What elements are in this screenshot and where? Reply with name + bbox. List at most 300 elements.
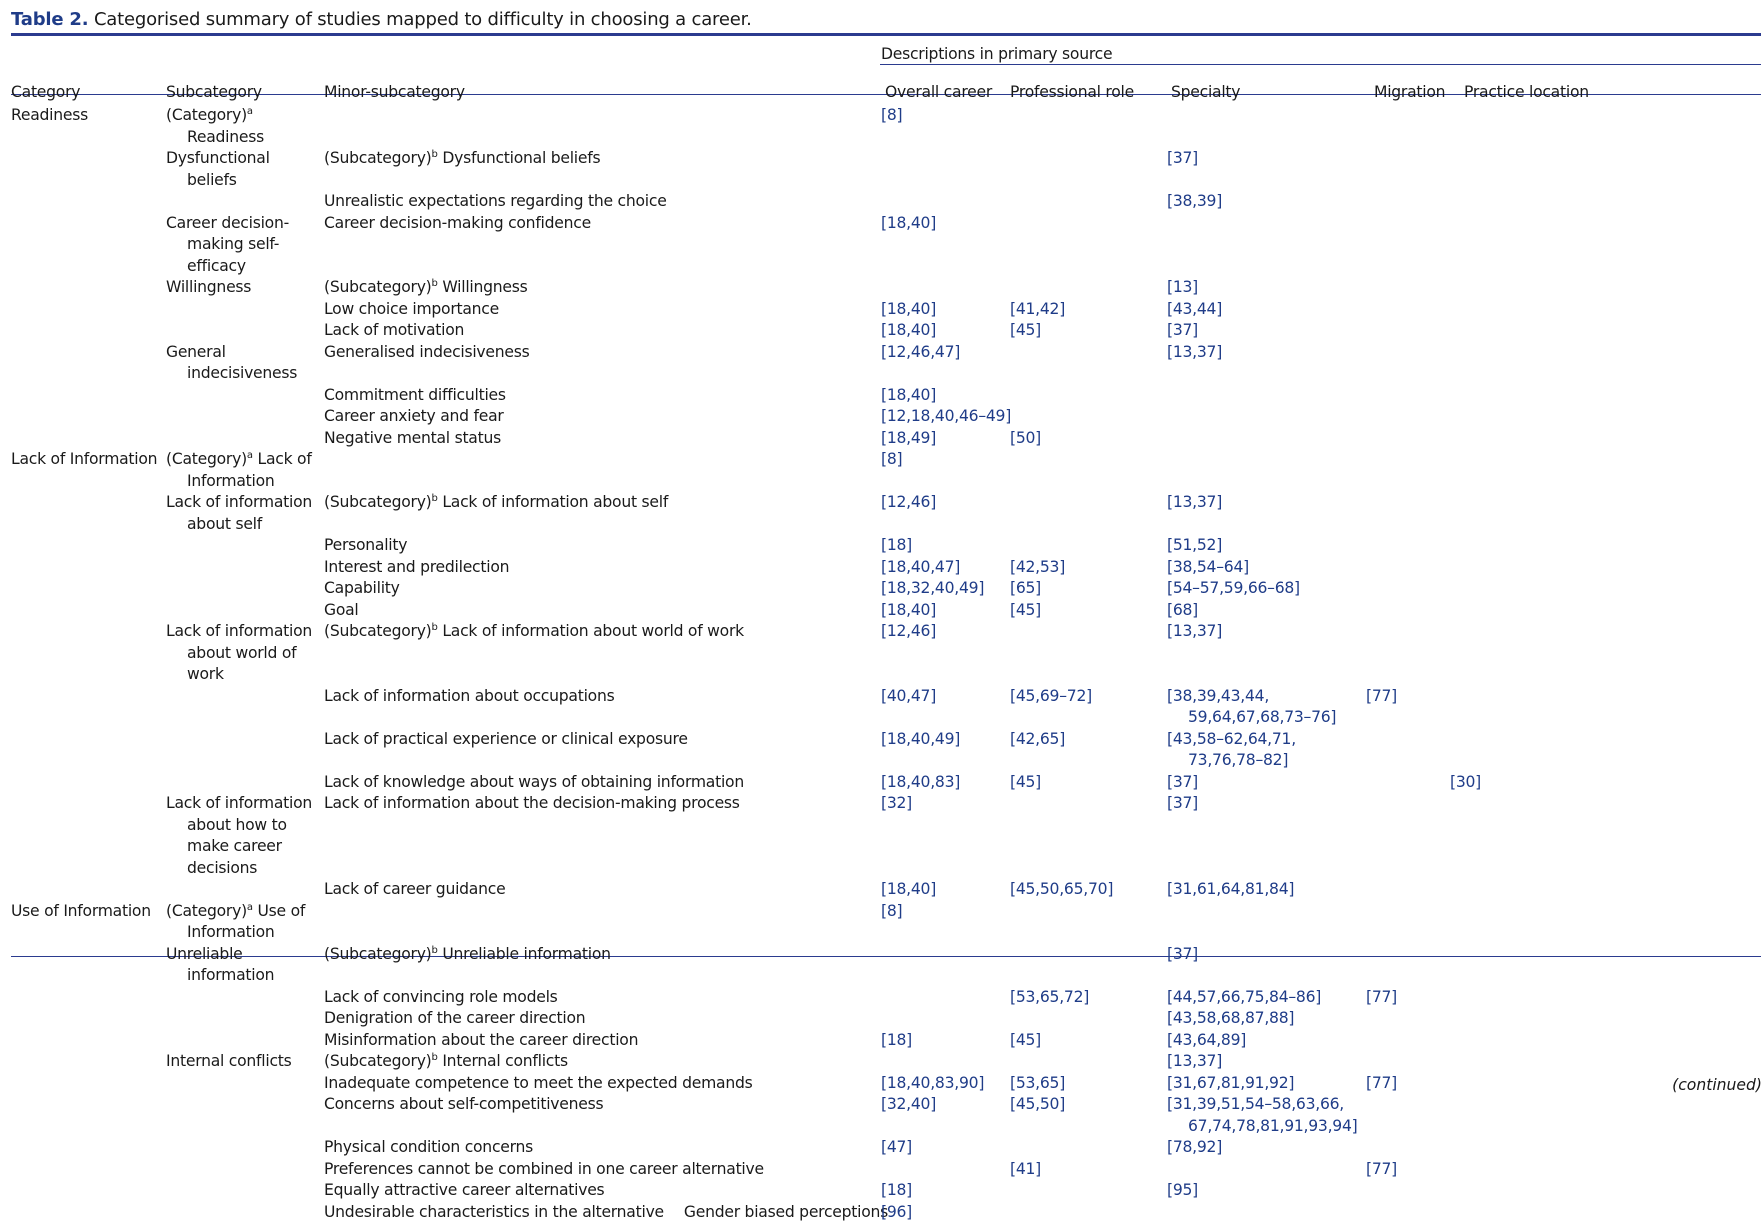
table-row (11, 213, 1761, 278)
citation-overall: [18,40] (881, 601, 936, 619)
cell-category (11, 535, 166, 557)
cell-category (11, 385, 166, 407)
cell-specialty (1167, 1094, 1366, 1137)
cell-category (11, 901, 166, 944)
cell-minor-subcategory (324, 793, 881, 879)
cell-subcategory (166, 1094, 324, 1137)
cell-overall-career (881, 148, 1010, 191)
cell-subcategory (166, 277, 324, 299)
cell-minor-subcategory (324, 600, 881, 622)
cell-minor-subcategory (324, 1159, 881, 1181)
cell-migration (1366, 213, 1450, 278)
citation-specialty: [31,67,81,91,92] (1167, 1074, 1294, 1092)
citation-overall: [18,40,83,90] (881, 1074, 984, 1092)
citation-overall: [18,49] (881, 429, 936, 447)
cell-overall-career (881, 449, 1010, 492)
cell-overall-career (881, 686, 1010, 729)
summary-table (11, 43, 1761, 1223)
cell-subcategory (166, 793, 324, 879)
subcategory-text: Use of Information (187, 902, 305, 942)
minor-text: Preferences cannot be combined in one career alternative (324, 1160, 764, 1178)
citation-specialty: [13] (1167, 278, 1198, 296)
citation-specialty: [13,37] (1167, 493, 1222, 511)
cell-subcategory (166, 342, 324, 385)
citation-role: [53,65,72] (1010, 988, 1089, 1006)
cell-migration (1366, 535, 1450, 557)
cell-minor-subcategory (324, 987, 881, 1009)
citation-migration: [77] (1366, 1074, 1397, 1092)
cell-migration (1366, 1202, 1450, 1223)
cell-specialty (1167, 1051, 1366, 1073)
cell-specialty (1167, 1202, 1366, 1223)
subcategory-text: (Category) (166, 450, 247, 468)
footnote-marker: b (432, 1052, 438, 1063)
cell-specialty (1167, 428, 1366, 450)
citation-specialty: [38,54–64] (1167, 558, 1249, 576)
cell-category (11, 342, 166, 385)
table-row (11, 987, 1761, 1009)
cell-minor-subcategory (324, 1137, 881, 1159)
cell-minor-subcategory (324, 1094, 881, 1137)
cell-subcategory (166, 1159, 324, 1181)
cell-specialty (1167, 600, 1366, 622)
cell-category (11, 879, 166, 901)
cell-professional-role (1010, 299, 1167, 321)
cell-minor-subcategory (324, 944, 881, 987)
citation-overall: [32] (881, 794, 912, 812)
cell-professional-role (1010, 277, 1167, 299)
cell-minor-subcategory (324, 148, 881, 191)
cell-practice-location (1450, 320, 1761, 342)
citation-specialty: [44,57,66,75,84–86] (1167, 988, 1321, 1006)
footnote-marker: b (432, 493, 438, 504)
table-row (11, 428, 1761, 450)
citation-role: [45,50] (1010, 1095, 1065, 1113)
minor-text: Willingness (438, 278, 528, 296)
table-label: Table 2. (11, 9, 88, 30)
citation-overall: [47] (881, 1138, 912, 1156)
cell-specialty (1167, 148, 1366, 191)
cell-overall-career (881, 1180, 1010, 1202)
cell-category (11, 686, 166, 729)
cell-overall-career (881, 729, 1010, 772)
cell-practice-location (1450, 793, 1761, 879)
cell-migration (1366, 557, 1450, 579)
cell-category (11, 1008, 166, 1030)
cell-subcategory (166, 320, 324, 342)
cell-practice-location (1450, 385, 1761, 407)
cell-specialty (1167, 729, 1366, 772)
citation-role: [45,69–72] (1010, 687, 1092, 705)
cell-migration (1366, 1030, 1450, 1052)
minor-text: Denigration of the career direction (324, 1009, 585, 1027)
cell-practice-location (1450, 686, 1761, 729)
cell-subcategory (166, 1137, 324, 1159)
subcategory-text: General indecisiveness (166, 343, 297, 383)
citation-overall: [18] (881, 1031, 912, 1049)
cell-migration (1366, 105, 1450, 148)
minor-text: (Subcategory) (324, 945, 432, 963)
minor-text: Lack of knowledge about ways of obtaining information (324, 773, 744, 791)
cell-specialty (1167, 557, 1366, 579)
cell-overall-career (881, 320, 1010, 342)
subcategory-text: (Category) (166, 106, 247, 124)
citation-role: [65] (1010, 579, 1041, 597)
cell-specialty (1167, 621, 1366, 686)
cell-overall-career (881, 1202, 1010, 1223)
cell-subcategory (166, 428, 324, 450)
cell-subcategory (166, 299, 324, 321)
table-row (11, 686, 1761, 729)
minor-text: Personality (324, 536, 407, 554)
cell-overall-career (881, 342, 1010, 385)
table-row (11, 105, 1761, 148)
cell-professional-role (1010, 1008, 1167, 1030)
minor-text: Physical condition concerns (324, 1138, 533, 1156)
minor-text: Capability (324, 579, 400, 597)
citation-overall: [18,40] (881, 321, 936, 339)
minor-text: Interest and predilection (324, 558, 509, 576)
table-row (11, 1051, 1761, 1073)
cell-practice-location (1450, 1137, 1761, 1159)
minor-text: Commitment difficulties (324, 386, 506, 404)
cell-category (11, 557, 166, 579)
cell-migration (1366, 299, 1450, 321)
cell-practice-location (1450, 901, 1761, 944)
cell-overall-career (881, 1159, 1010, 1181)
citation-specialty: [37] (1167, 149, 1198, 167)
cell-category (11, 1159, 166, 1181)
citation-specialty: [43,64,89] (1167, 1031, 1246, 1049)
cell-migration (1366, 428, 1450, 450)
table-row (11, 299, 1761, 321)
cell-overall-career (881, 772, 1010, 794)
citation-specialty: [37] (1167, 945, 1198, 963)
cell-specialty (1167, 406, 1366, 428)
cell-migration (1366, 1137, 1450, 1159)
subcategory-text: Lack of information about world of work (166, 622, 312, 683)
cell-professional-role (1010, 879, 1167, 901)
cell-migration (1366, 729, 1450, 772)
cell-category (11, 1051, 166, 1073)
cell-minor-subcategory (324, 879, 881, 901)
footnote-marker: a (247, 106, 253, 117)
cell-professional-role (1010, 621, 1167, 686)
cell-minor-subcategory (324, 492, 881, 535)
citation-location: [30] (1450, 773, 1481, 791)
cell-overall-career (881, 944, 1010, 987)
minor-text: Inadequate competence to meet the expected demands (324, 1074, 752, 1092)
cell-minor-subcategory (324, 428, 881, 450)
cell-migration (1366, 600, 1450, 622)
cell-minor-subcategory (324, 320, 881, 342)
cell-migration (1366, 277, 1450, 299)
cell-minor-subcategory (324, 1073, 881, 1095)
header-migration: Migration (1366, 65, 1450, 105)
table-row (11, 449, 1761, 492)
cell-professional-role (1010, 342, 1167, 385)
citation-specialty: [37] (1167, 794, 1198, 812)
citation-role: [45] (1010, 601, 1041, 619)
cell-category (11, 621, 166, 686)
table-body (11, 105, 1761, 1223)
cell-professional-role (1010, 1180, 1167, 1202)
cell-practice-location (1450, 213, 1761, 278)
cell-overall-career (881, 578, 1010, 600)
minor-text: Career decision-making confidence (324, 214, 591, 232)
citation-specialty: [38,39,43,44, 59,64,67,68,73–76] (1167, 687, 1336, 727)
cell-minor-subcategory (324, 621, 881, 686)
cell-overall-career (881, 879, 1010, 901)
cell-practice-location (1450, 944, 1761, 987)
cell-specialty (1167, 105, 1366, 148)
cell-subcategory (166, 492, 324, 535)
citation-migration: [77] (1366, 687, 1397, 705)
cell-practice-location (1450, 772, 1761, 794)
cell-subcategory (166, 191, 324, 213)
table-row (11, 492, 1761, 535)
cell-specialty (1167, 277, 1366, 299)
minor-text: (Subcategory) (324, 493, 432, 511)
cell-category (11, 944, 166, 987)
cell-professional-role (1010, 944, 1167, 987)
cell-overall-career (881, 492, 1010, 535)
cell-professional-role (1010, 535, 1167, 557)
table-row (11, 621, 1761, 686)
cell-migration (1366, 492, 1450, 535)
citation-role: [53,65] (1010, 1074, 1065, 1092)
cell-subcategory (166, 901, 324, 944)
cell-overall-career (881, 1008, 1010, 1030)
cell-professional-role (1010, 406, 1167, 428)
subcategory-text: Lack of information about how to make career decisions (166, 794, 312, 877)
cell-subcategory (166, 535, 324, 557)
cell-overall-career (881, 535, 1010, 557)
cell-professional-role (1010, 428, 1167, 450)
cell-minor-subcategory (324, 213, 881, 278)
cell-specialty (1167, 191, 1366, 213)
footnote-marker: b (432, 945, 438, 956)
citation-overall: [18,40,49] (881, 730, 960, 748)
table-row (11, 793, 1761, 879)
citation-overall: [12,46,47] (881, 343, 960, 361)
cell-professional-role (1010, 1159, 1167, 1181)
cell-minor-subcategory (324, 277, 881, 299)
minor-text: Lack of motivation (324, 321, 464, 339)
header-practice-location: Practice location (1450, 65, 1761, 105)
cell-specialty (1167, 342, 1366, 385)
subcategory-text: Career decision-making self-efficacy (166, 214, 289, 275)
cell-subcategory (166, 621, 324, 686)
citation-specialty: [51,52] (1167, 536, 1222, 554)
cell-subcategory (166, 879, 324, 901)
table-row (11, 191, 1761, 213)
minor-text: Concerns about self-competitiveness (324, 1095, 603, 1113)
top-rule (11, 33, 1761, 36)
minor-text: Career anxiety and fear (324, 407, 504, 425)
cell-category (11, 213, 166, 278)
cell-professional-role (1010, 1051, 1167, 1073)
header-group-descriptions: Descriptions in primary source (881, 43, 1761, 65)
cell-category (11, 600, 166, 622)
cell-migration (1366, 385, 1450, 407)
cell-minor-subcategory (324, 1180, 881, 1202)
minor-text: Lack of information about self (438, 493, 668, 511)
cell-category (11, 320, 166, 342)
table-row (11, 901, 1761, 944)
citation-role: [45,50,65,70] (1010, 880, 1113, 898)
cell-subcategory (166, 1202, 324, 1223)
cell-professional-role (1010, 578, 1167, 600)
cell-professional-role (1010, 729, 1167, 772)
cell-overall-career (881, 385, 1010, 407)
cell-practice-location (1450, 535, 1761, 557)
cell-practice-location (1450, 277, 1761, 299)
table-row (11, 557, 1761, 579)
cell-category (11, 729, 166, 772)
table-caption (11, 8, 752, 32)
cell-migration (1366, 578, 1450, 600)
cell-subcategory (166, 213, 324, 278)
table-row (11, 600, 1761, 622)
table-row (11, 944, 1761, 987)
cell-category (11, 449, 166, 492)
table-row (11, 729, 1761, 772)
cell-overall-career (881, 793, 1010, 879)
header-subcategory: Subcategory (166, 65, 324, 105)
cell-specialty (1167, 944, 1366, 987)
minor-text: Unreliable information (438, 945, 611, 963)
cell-professional-role (1010, 600, 1167, 622)
cell-subcategory (166, 729, 324, 772)
citation-specialty: [13,37] (1167, 1052, 1222, 1070)
cell-practice-location (1450, 987, 1761, 1009)
cell-minor-subcategory (324, 1030, 881, 1052)
header-category: Category (11, 65, 166, 105)
cell-professional-role (1010, 686, 1167, 729)
citation-role: [41] (1010, 1160, 1041, 1178)
minor-text: Lack of practical experience or clinical exposure (324, 730, 688, 748)
cell-professional-role (1010, 1073, 1167, 1095)
citation-specialty: [54–57,59,66–68] (1167, 579, 1300, 597)
cell-practice-location (1450, 1030, 1761, 1052)
subcategory-text: Unreliable information (166, 945, 274, 985)
cell-practice-location (1450, 1202, 1761, 1223)
cell-category (11, 793, 166, 879)
table-row (11, 879, 1761, 901)
cell-subcategory (166, 987, 324, 1009)
minor-text: Low choice importance (324, 300, 499, 318)
cell-minor-subcategory (324, 1202, 881, 1223)
category-text: Readiness (11, 106, 88, 124)
minor-text: Generalised indecisiveness (324, 343, 529, 361)
footnote-marker: a (247, 902, 253, 913)
category-text: Use of Information (11, 902, 151, 920)
cell-migration (1366, 449, 1450, 492)
cell-migration (1366, 944, 1450, 987)
cell-specialty (1167, 1030, 1366, 1052)
table-row (11, 320, 1761, 342)
cell-professional-role (1010, 901, 1167, 944)
citation-specialty: [68] (1167, 601, 1198, 619)
cell-practice-location (1450, 492, 1761, 535)
cell-overall-career (881, 901, 1010, 944)
cell-subcategory (166, 1008, 324, 1030)
minor-text: Lack of information about world of work (438, 622, 744, 640)
cell-practice-location (1450, 428, 1761, 450)
cell-minor-subcategory (324, 191, 881, 213)
citation-specialty: [43,58,68,87,88] (1167, 1009, 1294, 1027)
cell-category (11, 1030, 166, 1052)
cell-minor-subcategory (324, 686, 881, 729)
subcategory-text: Lack of information about self (166, 493, 312, 533)
cell-practice-location (1450, 342, 1761, 385)
citation-overall: [18] (881, 1181, 912, 1199)
cell-category (11, 105, 166, 148)
citation-role: [42,65] (1010, 730, 1065, 748)
cell-specialty (1167, 492, 1366, 535)
cell-professional-role (1010, 1137, 1167, 1159)
cell-professional-role (1010, 191, 1167, 213)
cell-minor-subcategory (324, 342, 881, 385)
citation-specialty: [43,44] (1167, 300, 1222, 318)
header-specialty: Specialty (1167, 65, 1366, 105)
citation-overall: [18,40] (881, 880, 936, 898)
cell-practice-location (1450, 191, 1761, 213)
cell-migration (1366, 879, 1450, 901)
minor-text: Dysfunctional beliefs (438, 149, 601, 167)
cell-practice-location (1450, 600, 1761, 622)
cell-migration (1366, 793, 1450, 879)
citation-overall: [8] (881, 902, 902, 920)
category-text: Lack of Information (11, 450, 157, 468)
cell-professional-role (1010, 148, 1167, 191)
cell-category (11, 299, 166, 321)
cell-professional-role (1010, 449, 1167, 492)
citation-specialty: [43,58–62,64,71, 73,76,78–82] (1167, 730, 1296, 770)
cell-migration (1366, 686, 1450, 729)
citation-overall: [18,40] (881, 300, 936, 318)
table-row (11, 1073, 1761, 1095)
cell-subcategory (166, 1180, 324, 1202)
citation-overall: [96] (881, 1203, 912, 1221)
cell-migration (1366, 1008, 1450, 1030)
cell-overall-career (881, 987, 1010, 1009)
subcategory-text: Dysfunctional beliefs (166, 149, 270, 189)
cell-specialty (1167, 1159, 1366, 1181)
cell-subcategory (166, 385, 324, 407)
cell-migration (1366, 901, 1450, 944)
cell-subcategory (166, 406, 324, 428)
cell-specialty (1167, 535, 1366, 557)
citation-specialty: [78,92] (1167, 1138, 1222, 1156)
citation-specialty: [38,39] (1167, 192, 1222, 210)
citation-overall: [18,40,47] (881, 558, 960, 576)
cell-overall-career (881, 277, 1010, 299)
cell-practice-location (1450, 879, 1761, 901)
cell-professional-role (1010, 105, 1167, 148)
cell-subcategory (166, 686, 324, 729)
cell-professional-role (1010, 1202, 1167, 1223)
cell-category (11, 406, 166, 428)
cell-overall-career (881, 213, 1010, 278)
cell-category (11, 1137, 166, 1159)
subcategory-text: Willingness (166, 278, 251, 296)
citation-overall: [18] (881, 536, 912, 554)
cell-practice-location (1450, 406, 1761, 428)
cell-practice-location (1450, 557, 1761, 579)
footnote-marker: a (247, 450, 253, 461)
